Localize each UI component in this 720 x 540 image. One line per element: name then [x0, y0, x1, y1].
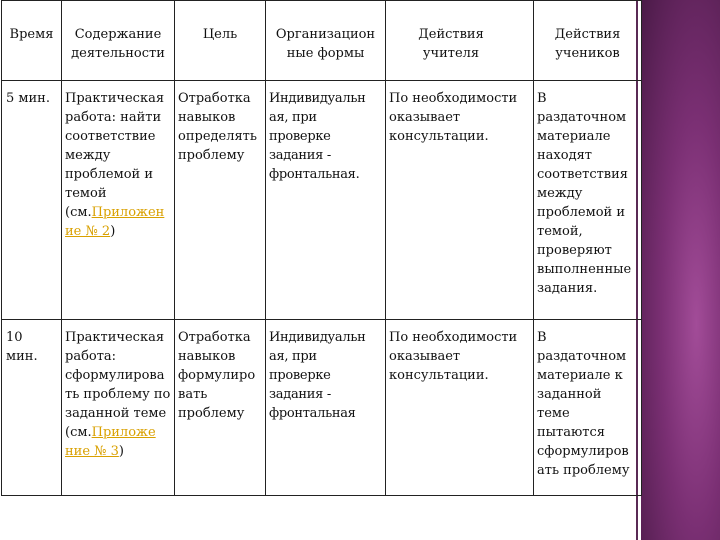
header-forms: Организацион ные формы [266, 1, 386, 81]
cell-goal: Отработка навыков формулиро вать проблему [175, 320, 266, 496]
cell-content [62, 320, 175, 496]
appendix-link[interactable]: Приложе ние № 3 [65, 425, 156, 459]
cell-teacher: По необходимости оказывает консультации. [386, 81, 534, 320]
header-teacher: Действия учителя [386, 1, 534, 81]
header-time: Время [2, 1, 62, 81]
table-row [2, 320, 642, 496]
cell-students: В раздаточном материале к заданной теме пытаются сформулиров ать проблему [534, 320, 642, 496]
cell-teacher: По необходимости оказывает консультации. [386, 320, 534, 496]
cell-forms: Индивидуальн ая, при проверке задания - фронтальная. [266, 81, 386, 320]
cell-time: 10 мин. [2, 320, 62, 496]
content-text: Практическая работа: найти соответствие между проблемой и темой (см. [65, 91, 165, 220]
cell-time: 5 мин. [2, 81, 62, 320]
content-text: Практическая работа: сформулирова ть проблему по заданной теме (см. [65, 330, 171, 440]
table-header-row [2, 1, 642, 81]
content-close: ) [110, 224, 116, 239]
content-close: ) [118, 444, 124, 459]
header-goal: Цель [175, 1, 266, 81]
cell-students: В раздаточном материале находят соответствия между проблемой и темой, проверяют выполненные задания. [534, 81, 642, 320]
cell-content [62, 81, 175, 320]
lesson-plan-table [1, 0, 642, 496]
header-content: Содержание деятельности [62, 1, 175, 81]
table-row [2, 81, 642, 320]
cell-goal: Отработка навыков определять проблему [175, 81, 266, 320]
appendix-link[interactable]: Приложение № 2 [65, 205, 165, 239]
header-students: Действия учеников [534, 1, 642, 81]
decorative-side-panel [641, 0, 720, 540]
cell-forms: Индивидуальн ая, при проверке задания - фронтальная [266, 320, 386, 496]
